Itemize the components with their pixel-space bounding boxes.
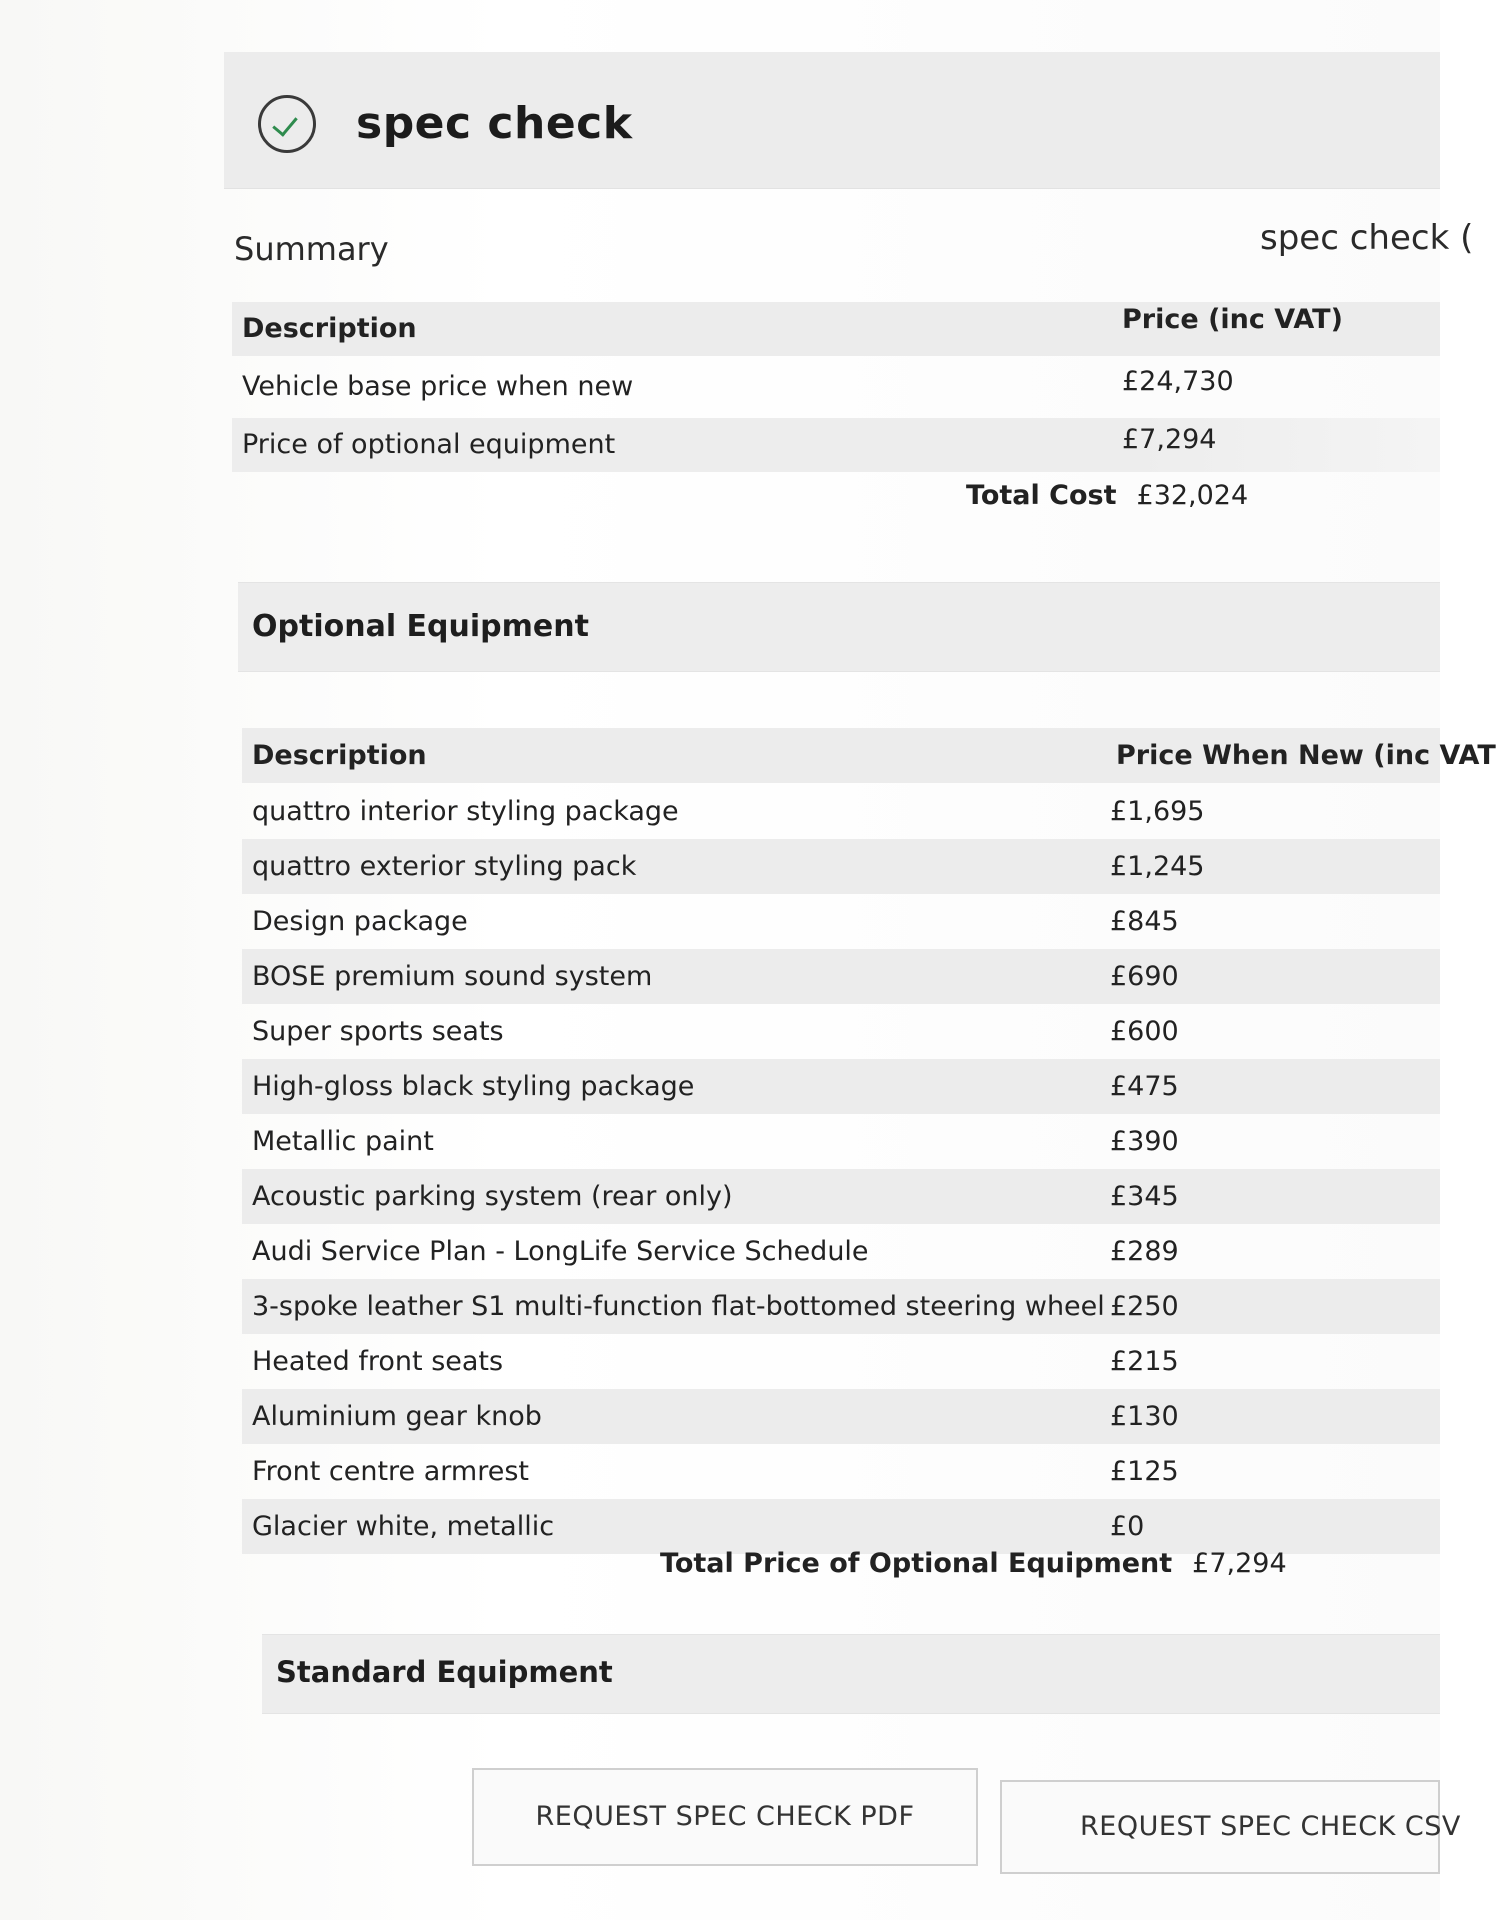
total-cost-value: £32,024 (1136, 480, 1249, 511)
row-description: Audi Service Plan - LongLife Service Schedule (252, 1236, 869, 1267)
row-description: quattro exterior styling pack (252, 851, 637, 882)
row-description: Super sports seats (252, 1016, 504, 1047)
row-description: BOSE premium sound system (252, 961, 653, 992)
table-row (242, 949, 1440, 1004)
summary-col-description: Description (242, 313, 417, 344)
table-row (242, 1224, 1440, 1279)
row-description: Metallic paint (252, 1126, 434, 1157)
optional-col-price: Price When New (inc VAT (1116, 740, 1496, 771)
table-row (242, 1334, 1440, 1389)
row-price: £0 (1110, 1511, 1145, 1542)
optional-col-description: Description (252, 740, 427, 771)
row-description: Acoustic parking system (rear only) (252, 1181, 733, 1212)
row-price: £845 (1110, 906, 1179, 937)
table-row (232, 360, 1440, 414)
summary-heading: Summary (234, 230, 389, 268)
row-price: £24,730 (1122, 366, 1234, 397)
optional-total-label: Total Price of Optional Equipment (660, 1548, 1173, 1579)
summary-total (966, 480, 1248, 511)
optional-equipment-bar (238, 582, 1440, 672)
row-description: quattro interior styling package (252, 796, 679, 827)
row-price: £390 (1110, 1126, 1179, 1157)
table-row (242, 784, 1440, 839)
optional-total (660, 1548, 1287, 1579)
standard-equipment-bar[interactable] (262, 1634, 1440, 1714)
row-description: Design package (252, 906, 468, 937)
table-row (242, 1169, 1440, 1224)
table-row (242, 1279, 1440, 1334)
request-pdf-button[interactable]: REQUEST SPEC CHECK PDF (472, 1768, 978, 1866)
table-row (242, 1114, 1440, 1169)
row-price: £215 (1110, 1346, 1179, 1377)
row-description: Glacier white, metallic (252, 1511, 555, 1542)
row-price: £130 (1110, 1401, 1179, 1432)
table-row (242, 1004, 1440, 1059)
table-row (242, 1389, 1440, 1444)
row-price: £1,695 (1110, 796, 1205, 827)
row-price: £690 (1110, 961, 1179, 992)
row-price: £1,245 (1110, 851, 1205, 882)
row-description: Vehicle base price when new (242, 371, 634, 402)
row-price: £345 (1110, 1181, 1179, 1212)
row-description: Price of optional equipment (242, 429, 616, 460)
summary-col-price: Price (inc VAT) (1122, 304, 1343, 335)
optional-header-row (242, 728, 1496, 783)
row-description: High-gloss black styling package (252, 1071, 695, 1102)
row-price: £125 (1110, 1456, 1179, 1487)
optional-total-value: £7,294 (1192, 1548, 1287, 1579)
row-description: Heated front seats (252, 1346, 504, 1377)
table-row (242, 839, 1440, 894)
table-row (242, 1059, 1440, 1114)
row-description: 3-spoke leather S1 multi-function flat-bottomed steering wheel (252, 1291, 1105, 1322)
row-price: £475 (1110, 1071, 1179, 1102)
standard-equipment-heading: Standard Equipment (276, 1655, 613, 1689)
row-description: Aluminium gear knob (252, 1401, 542, 1432)
table-row (242, 1499, 1440, 1554)
request-csv-button[interactable]: REQUEST SPEC CHECK CSV (1000, 1780, 1440, 1874)
row-price: £289 (1110, 1236, 1179, 1267)
row-description: Front centre armrest (252, 1456, 529, 1487)
table-row (232, 418, 1440, 472)
row-price: £7,294 (1122, 424, 1217, 455)
summary-side-heading: spec check ( (1260, 218, 1474, 258)
row-price: £250 (1110, 1291, 1179, 1322)
table-row (242, 1444, 1440, 1499)
row-price: £600 (1110, 1016, 1179, 1047)
brand-title: spec check (356, 98, 633, 149)
check-circle-icon (258, 95, 316, 153)
total-cost-label: Total Cost (966, 480, 1117, 511)
table-row (242, 894, 1440, 949)
summary-header-row (232, 302, 1440, 356)
optional-equipment-heading: Optional Equipment (252, 609, 589, 644)
